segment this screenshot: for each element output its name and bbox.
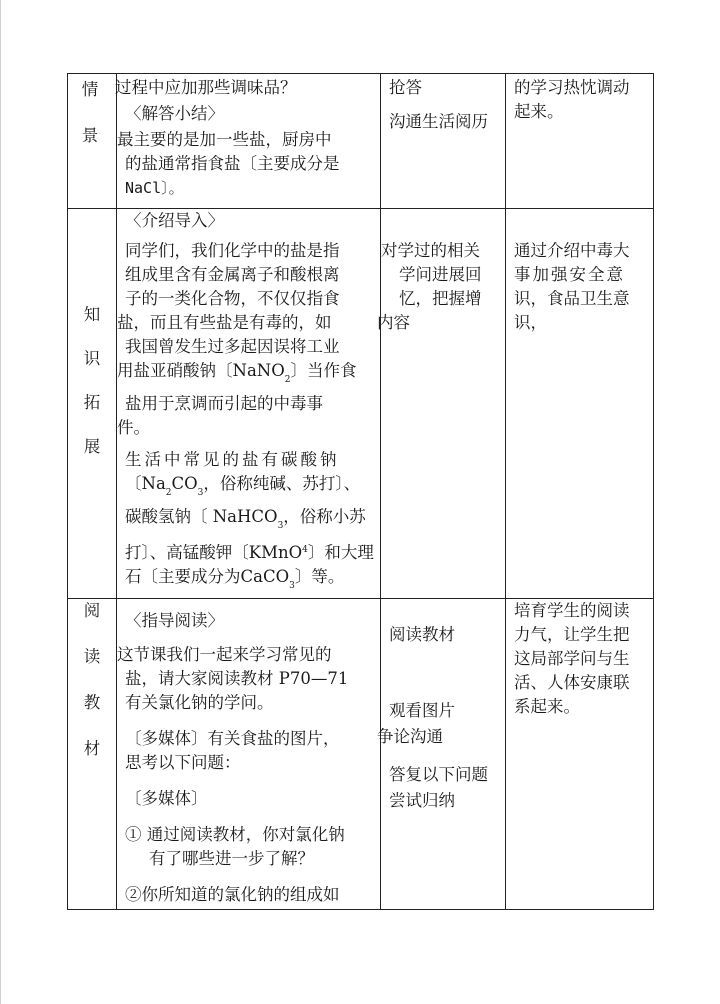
category-char: 景	[81, 126, 99, 145]
content-line	[125, 538, 380, 565]
intent-cell-scenario	[506, 74, 654, 209]
intent-line: 系起来。	[514, 697, 580, 716]
content-line: ① 通过阅读教材，你对氯化钠	[125, 825, 345, 844]
table-row-reading-textbook	[68, 599, 654, 910]
student-line: 阅读教材	[389, 625, 455, 644]
content-line: 盐，请大家阅读教材 P70—71	[125, 669, 349, 688]
intent-line: 识，	[514, 313, 547, 332]
category-char: 展	[83, 437, 101, 456]
page-left-edge	[0, 0, 1, 1004]
text-run: 〕当作食	[290, 361, 357, 380]
intent-line: 培育学生的阅读	[514, 601, 630, 620]
content-line: 件。	[117, 418, 150, 437]
category-cell-scenario	[68, 74, 117, 209]
lesson-plan-table	[67, 73, 654, 910]
content-line: 〔多媒体〕	[125, 789, 208, 808]
content-line: 有了哪些进一步了解？	[149, 849, 314, 868]
content-line: 生活中常见的盐有碳酸钠	[125, 450, 340, 469]
category-char: 阅	[83, 601, 101, 620]
category-char: 识	[83, 349, 101, 368]
intent-line: 活、人体安康联	[514, 673, 630, 692]
category-char: 读	[83, 647, 101, 666]
content-line: 同学们，我们化学中的盐是指	[125, 241, 340, 260]
student-line: 沟通生活阅历	[389, 112, 488, 131]
superscript: 4	[302, 545, 308, 555]
text-run: 用盐亚硝酸钠〔NaNO	[117, 361, 285, 380]
content-line: 有关氯化钠的学问。	[125, 693, 274, 712]
text-run: 〕等。	[294, 567, 345, 586]
text-run: 〔Na	[125, 474, 166, 493]
student-line: 抢答	[389, 78, 422, 97]
content-line: ②你所知道的氯化钠的组成如	[125, 885, 340, 904]
category-char: 知	[83, 305, 101, 324]
student-cell-knowledge-extension	[377, 209, 506, 599]
text-run: ，俗称纯碱、苏打〕、	[203, 474, 361, 493]
intent-line: 起来。	[514, 102, 564, 121]
intent-line: 力气，让学生把	[514, 625, 630, 644]
content-line: 〔多媒体〕有关食盐的图片，	[125, 729, 340, 748]
content-line: 〈介绍导入〉	[125, 211, 224, 230]
intent-cell-reading-textbook	[506, 599, 654, 910]
content-cell-knowledge-extension	[117, 209, 381, 599]
content-line: 子的一类化合物，不仅仅指食	[125, 289, 340, 308]
category-char: 材	[83, 739, 101, 758]
intent-line: 这局部学问与生	[514, 649, 630, 668]
student-line: 尝试归纳	[389, 791, 455, 810]
content-line: 盐，而且有些盐是有毒的，如	[117, 313, 332, 332]
text-run: 〕和大理	[307, 543, 374, 562]
table-row-scenario	[68, 74, 654, 209]
content-line: 盐用于烹调而引起的中毒事	[125, 394, 323, 413]
student-line: 对学过的相关	[381, 241, 480, 260]
intent-cell-knowledge-extension	[506, 209, 654, 599]
content-line: NaCl〕。	[125, 179, 184, 197]
text-run: 石〔主要成分为CaCO	[125, 567, 290, 586]
intent-line: 的学习热忱调动	[514, 78, 630, 97]
subscript: 3	[277, 521, 284, 531]
category-char: 拓	[83, 393, 101, 412]
content-line: 思考以下问题：	[125, 753, 241, 772]
student-cell-scenario	[381, 74, 506, 209]
student-line: 学问进展回	[399, 265, 482, 284]
content-line: 最主要的是加一些盐，厨房中	[117, 130, 332, 149]
content-line	[125, 505, 380, 538]
category-cell-knowledge-extension	[68, 209, 117, 599]
category-char: 情	[81, 80, 99, 99]
text-run: ，俗称小苏	[283, 507, 366, 526]
text-run: 打〕、高锰酸钾〔KMnO	[125, 543, 303, 562]
subscript: 3	[289, 581, 295, 591]
student-cell-reading-textbook	[377, 599, 506, 910]
text-run: 碳酸氢钠〔 NaHCO	[125, 507, 278, 526]
intent-line: 识，食品卫生意	[514, 289, 630, 308]
student-line: 内容	[377, 313, 410, 332]
student-line: 观看图片	[389, 701, 455, 720]
content-line: 〈解答小结〉	[125, 104, 224, 123]
content-line	[125, 565, 380, 598]
content-line	[125, 472, 380, 505]
subscript: 2	[284, 375, 291, 385]
content-line: 组成里含有金属离子和酸根离	[125, 265, 340, 284]
content-line: 这节课我们一起来学习常见的	[117, 645, 332, 664]
text-run: CO	[171, 474, 198, 493]
content-line: 的盐通常指食盐〔主要成分是	[125, 154, 340, 173]
content-cell-scenario	[117, 74, 381, 209]
category-char: 教	[83, 693, 101, 712]
intent-line: 通过介绍中毒大	[514, 241, 630, 260]
content-cell-reading-textbook	[117, 599, 381, 910]
intent-line: 事加强安全意	[514, 265, 625, 284]
student-line: 争论沟通	[377, 727, 443, 746]
subscript: 3	[197, 488, 204, 498]
category-cell-reading-textbook	[68, 599, 117, 910]
subscript: 2	[165, 488, 172, 498]
student-line: 忆，把握增	[399, 289, 482, 308]
content-line	[117, 359, 380, 392]
content-line: 我国曾发生过多起因误将工业	[125, 337, 340, 356]
content-line: 过程中应加那些调味品？	[115, 78, 297, 97]
table-row-knowledge-extension	[68, 209, 654, 599]
content-line: 〈指导阅读〉	[125, 611, 224, 630]
student-line: 答复以下问题	[389, 765, 488, 784]
